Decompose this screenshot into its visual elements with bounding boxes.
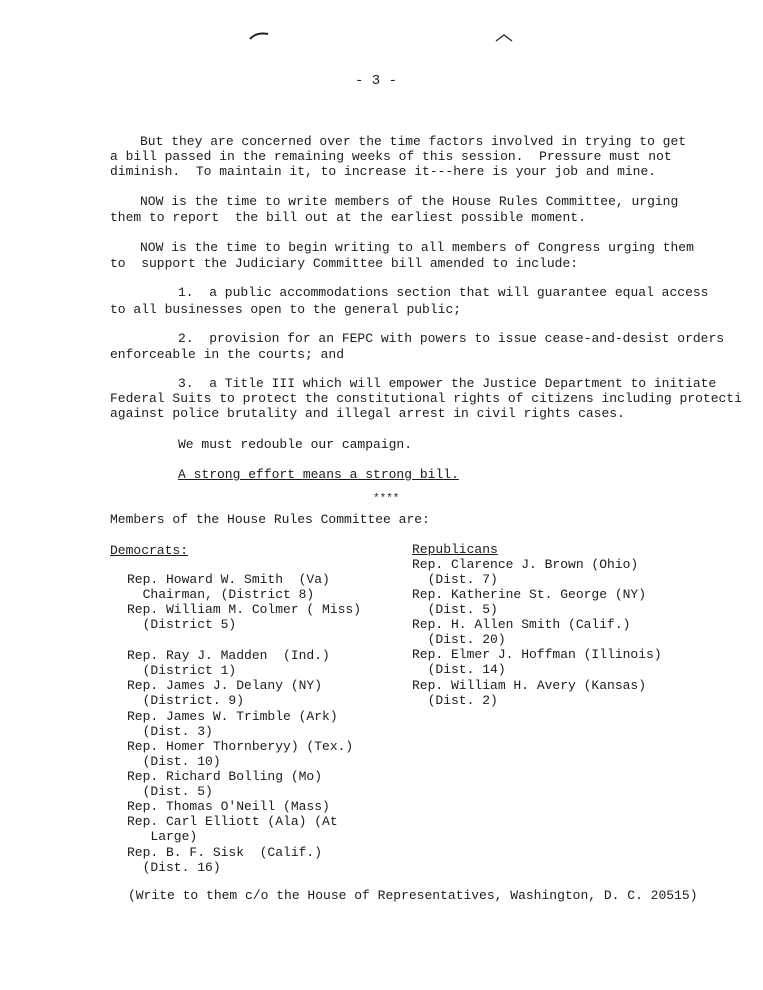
member-line: Rep. William H. Avery (Kansas) <box>412 678 647 693</box>
member-line: Rep. H. Allen Smith (Calif.) <box>412 617 631 632</box>
paragraph-line: NOW is the time to begin writing to all members of Congress urging them <box>140 240 694 255</box>
member-line: (Dist. 16) <box>127 860 221 875</box>
page-number: - 3 - <box>355 73 398 89</box>
campaign-statement: We must redouble our campaign. <box>178 437 413 452</box>
section-separator: **** <box>373 493 400 505</box>
member-line: (Dist. 7) <box>412 572 498 587</box>
member-line: (District. 9) <box>127 693 245 708</box>
member-line: Rep. Carl Elliott (Ala) (At <box>127 814 338 829</box>
member-line: Rep. B. F. Sisk (Calif.) <box>127 845 323 860</box>
list-item-line: enforceable in the courts; and <box>110 347 345 362</box>
member-line: Rep. Ray J. Madden (Ind.) <box>127 648 330 663</box>
scan-artifact-mark <box>248 30 270 42</box>
member-line: Rep. James J. Delany (NY) <box>127 678 323 693</box>
member-line: Rep. James W. Trimble (Ark) <box>127 709 338 724</box>
member-line: (Dist. 10) <box>127 754 221 769</box>
list-item-line: 3. a Title III which will empower the Justice Department to initiate <box>178 376 717 391</box>
member-line: (Dist. 5) <box>127 784 213 799</box>
paragraph-line: to support the Judiciary Committee bill amended to include: <box>110 256 579 271</box>
list-item-line: 1. a public accommodations section that will guarantee equal access <box>178 285 709 300</box>
member-line: (Dist. 5) <box>412 602 498 617</box>
member-line: (Dist. 20) <box>412 632 506 647</box>
member-line: (District 1) <box>127 663 237 678</box>
republicans-heading: Republicans <box>412 542 498 557</box>
member-line: (Dist. 3) <box>127 724 213 739</box>
member-line: Rep. Clarence J. Brown (Ohio) <box>412 557 639 572</box>
member-line: Rep. Katherine St. George (NY) <box>412 587 647 602</box>
list-item-line: against police brutality and illegal arrest in civil rights cases. <box>110 406 625 421</box>
paragraph-line: But they are concerned over the time factors involved in trying to get <box>140 134 687 149</box>
list-item-line: 2. provision for an FEPC with powers to issue cease-and-desist orders <box>178 331 725 346</box>
members-intro: Members of the House Rules Committee are: <box>110 512 430 527</box>
member-line: Rep. Richard Bolling (Mo) <box>127 769 323 784</box>
list-item-line: Federal Suits to protect the constitutional rights of citizens including protecti <box>110 391 742 406</box>
member-line: (Dist. 2) <box>412 693 498 708</box>
paragraph-line: them to report the bill out at the earliest possible moment. <box>110 210 586 225</box>
member-line: Rep. William M. Colmer ( Miss) <box>127 602 362 617</box>
member-line: Rep. Thomas O'Neill (Mass) <box>127 799 330 814</box>
member-line: Chairman, (District 8) <box>127 587 315 602</box>
member-line: Large) <box>127 829 198 844</box>
list-item-line: to all businesses open to the general public; <box>110 302 462 317</box>
democrats-heading: Democrats: <box>110 543 189 558</box>
paragraph-line: NOW is the time to write members of the House Rules Committee, urging <box>140 194 679 209</box>
member-line: Rep. Elmer J. Hoffman (Illinois) <box>412 647 662 662</box>
slogan-underlined: A strong effort means a strong bill. <box>178 467 459 482</box>
member-line: Rep. Howard W. Smith (Va) <box>127 572 330 587</box>
member-line: Rep. Homer Thornberyy) (Tex.) <box>127 739 354 754</box>
scan-artifact-mark <box>494 32 514 44</box>
paragraph-line: diminish. To maintain it, to increase it---here is your job and mine. <box>110 164 657 179</box>
footer-note: (Write to them c/o the House of Representatives, Washington, D. C. 20515) <box>128 888 698 903</box>
member-line: (District 5) <box>127 617 237 632</box>
member-line: (Dist. 14) <box>412 662 506 677</box>
paragraph-line: a bill passed in the remaining weeks of this session. Pressure must not <box>110 149 672 164</box>
